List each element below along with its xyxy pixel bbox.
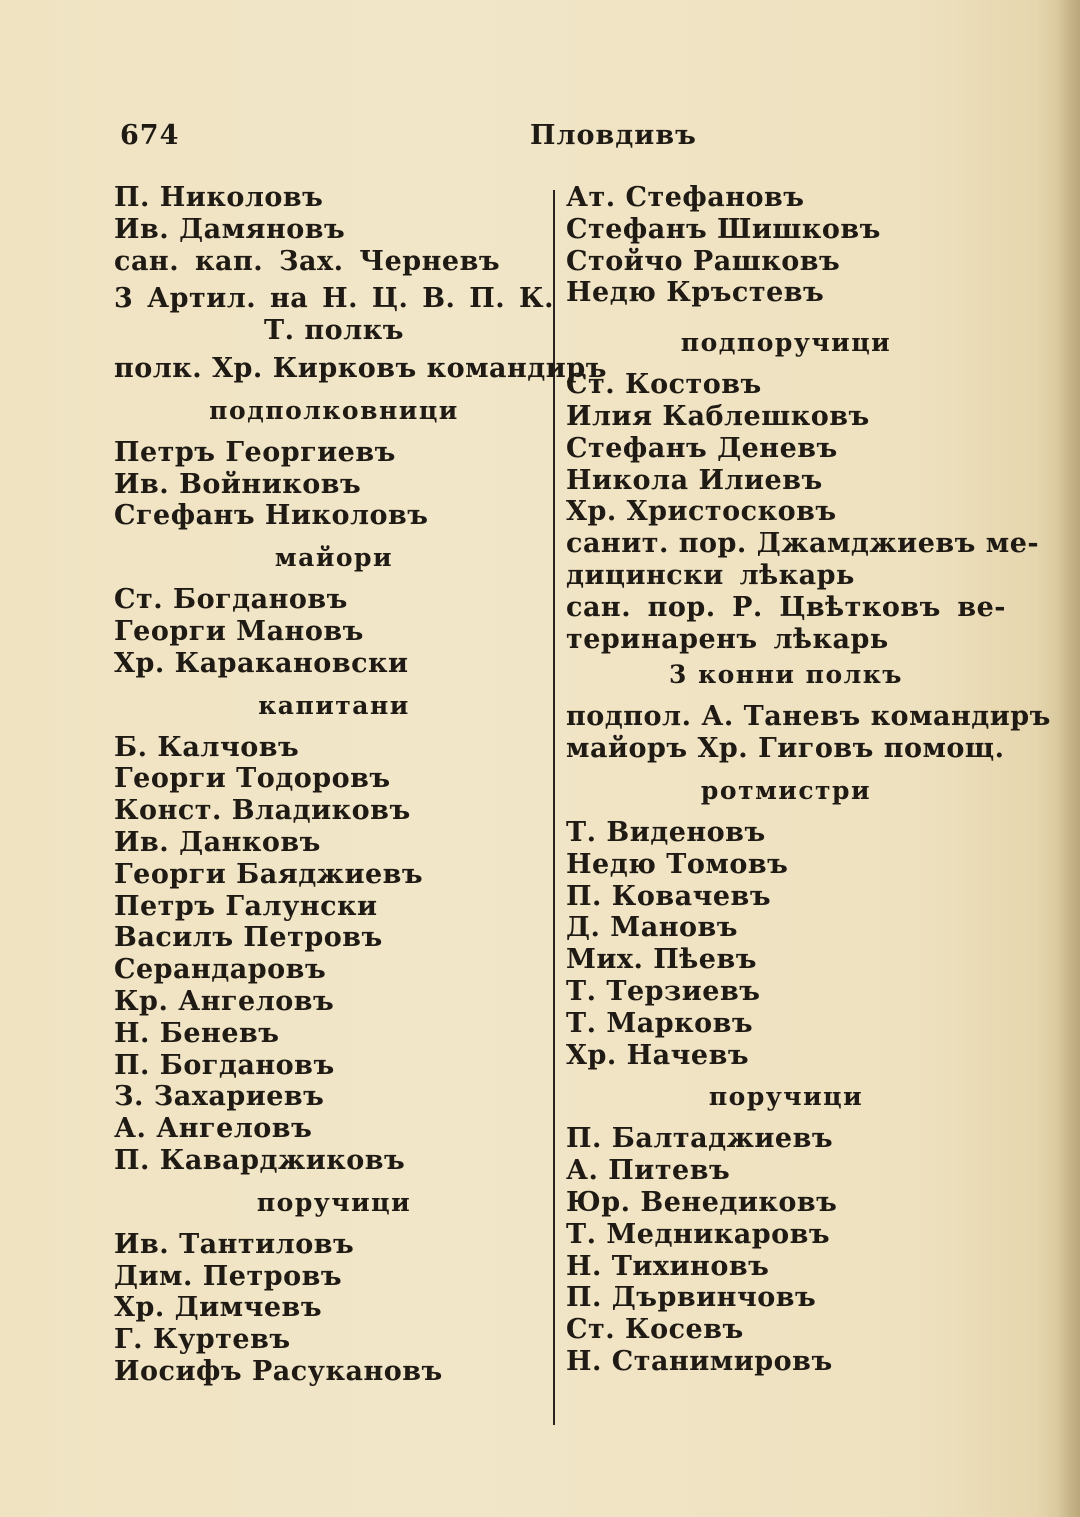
section-heading: подполковници [209,395,459,425]
list-item: Т. Терзиевъ [566,975,761,1007]
regiment-title-line1: 3 Артил. на Н. Ц. В. П. К. [114,283,554,315]
list-item: П. Богдановъ [114,1049,335,1081]
list-item: Н. Станимировъ [566,1345,833,1377]
list-item: Ат. Стефановъ [566,182,805,213]
list-item: Хр. Христосковъ [566,496,837,528]
list-item: Стефанъ Деневъ [566,432,838,464]
list-item: Хр. Димчевъ [114,1292,323,1324]
list-item: Петръ Георгиевъ [114,436,396,468]
list-item: Георги Мановъ [114,615,364,647]
list-item: Серандаровъ [114,954,327,986]
page-edge-shadow [1058,0,1080,1517]
regiment-commander: полк. Хр. Кирковъ командиръ [114,352,607,384]
section-heading: майори [274,543,394,573]
list-item: Хр. Начевъ [566,1039,750,1071]
list-item: Д. Мановъ [566,912,738,944]
list-item: Мих. Пѣевъ [566,944,757,976]
regiment-title-line2: Т. полкъ [264,315,404,347]
list-item: Ст. Косевъ [566,1314,744,1346]
list-item: Недю Томовъ [566,848,789,880]
right-column [566,182,1051,1378]
list-item: Н. Беневъ [114,1017,280,1049]
list-item: Кр. Ангеловъ [114,985,335,1017]
list-item: Стойчо Рашковъ [566,245,841,277]
regiment-title: 3 конни полкъ [668,660,903,690]
left-column [114,182,607,1388]
list-item: Сгефанъ Николовъ [114,500,429,532]
list-item: Дим. Петровъ [114,1260,343,1292]
list-item: Ив. Дамяновъ [114,213,346,245]
list-item: Георги Баяджиевъ [114,858,424,890]
list-item: Никола Илиевъ [566,464,823,496]
list-item: Конст. Владиковъ [114,795,411,827]
section-heading: поручици [708,1082,864,1112]
list-item: дицински лѣкарь [566,559,855,591]
list-item: П. Каварджиковъ [114,1144,406,1176]
section-heading: капитани [258,690,410,720]
list-item: Юр. Венедиковъ [566,1186,838,1218]
list-item: П. Балтаджиевъ [566,1123,834,1155]
list-item: Стефанъ Шишковъ [566,213,881,245]
list-item: А. Ангеловъ [114,1113,313,1145]
running-title: Пловдивъ [530,120,697,151]
list-item: П. Ковачевъ [566,880,772,912]
list-item: Т. Медникаровъ [566,1218,831,1250]
regiment-commander: подпол. А. Таневъ командиръ [566,701,1051,733]
list-item: Василъ Петровъ [114,922,383,954]
list-item: Ив. Данковъ [114,826,321,858]
list-item: Г. Куртевъ [114,1324,291,1356]
section-heading: поручици [256,1187,412,1217]
list-item: Хр. Каракановски [114,647,409,679]
list-item: Иосифъ Расукановъ [114,1355,443,1387]
list-item: теринаренъ лѣкарь [566,623,889,655]
list-item: Петръ Галунски [114,890,378,922]
list-item: Недю Кръстевъ [566,277,825,309]
list-item: А. Питевъ [566,1155,731,1187]
section-heading: подпоручици [680,328,892,358]
list-item: Ст. Костовъ [566,369,762,401]
list-item: Ст. Богдановъ [114,584,348,616]
list-item: Т. Марковъ [566,1007,754,1039]
list-item: Ив. Войниковъ [114,468,362,500]
list-item: П. Николовъ [114,182,324,213]
list-item: сан. кап. Зах. Черневъ [114,245,501,277]
regiment-assistant: майоръ Хр. Гиговъ помощ. [566,733,1005,765]
list-item: сан. пор. Р. Цвѣтковъ ве- [566,591,1006,623]
list-item: Георги Тодоровъ [114,763,391,795]
page-header [120,120,720,160]
page-number: 674 [120,120,180,151]
list-item: Ив. Тантиловъ [114,1228,355,1260]
list-item: Б. Калчовъ [114,731,300,763]
list-item: Т. Виденовъ [566,816,766,848]
list-item: Н. Тихиновъ [566,1250,770,1282]
list-item: З. Захариевъ [114,1081,325,1113]
list-item: П. Дървинчовъ [566,1282,817,1314]
section-heading: ротмистри [700,775,872,805]
list-item: санит. пор. Джамджиевъ ме- [566,528,1040,560]
list-item: Илия Каблешковъ [566,400,870,432]
